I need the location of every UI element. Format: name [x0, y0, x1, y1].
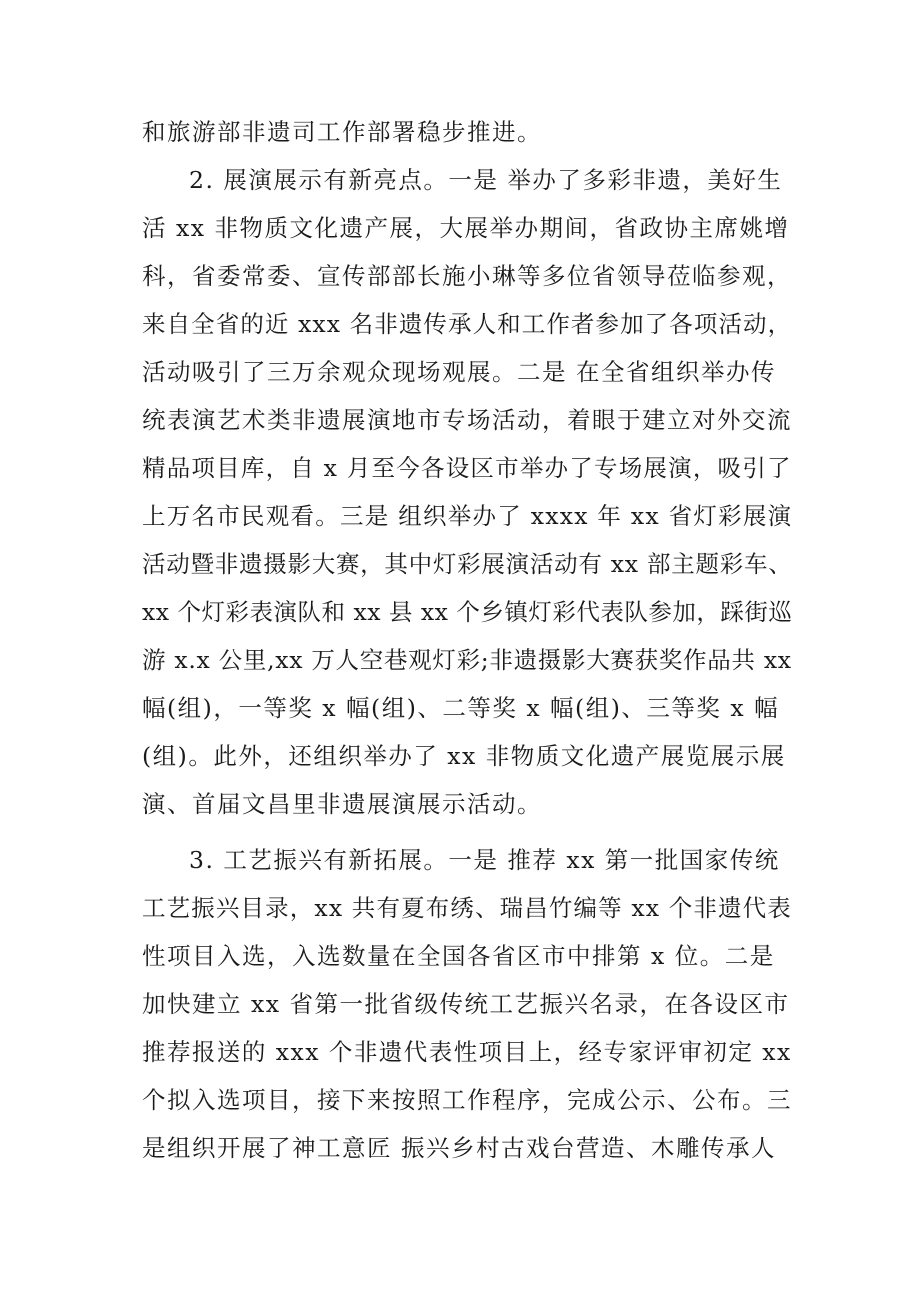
text-line: 科，省委常委、宣传部部长施小琳等多位省领导莅临参观， — [142, 262, 792, 290]
text-line: 幅(组)，一等奖 x 幅(组)、二等奖 x 幅(组)、三等奖 x 幅 — [142, 694, 780, 722]
text-line: 2. 展演展示有新亮点。一是 举办了多彩非遗，美好生 — [189, 166, 783, 194]
text-line: 活动暨非遗摄影大赛，其中灯彩展演活动有 xx 部主题彩车、 — [142, 550, 793, 578]
text-line: 演、首届文昌里非遗展演展示活动。 — [142, 790, 542, 818]
text-line: 加快建立 xx 省第一批省级传统工艺振兴名录，在各设区市 — [142, 990, 790, 1018]
text-line: 3. 工艺振兴有新拓展。一是 推荐 xx 第一批国家传统 — [189, 846, 780, 874]
text-line: 统表演艺术类非遗展演地市专场活动，着眼于建立对外交流 — [142, 406, 792, 434]
text-line: 活动吸引了三万余观众现场观展。二是 在全省组织举办传 — [142, 358, 776, 386]
text-line: 来自全省的近 xxx 名非遗传承人和工作者参加了各项活动， — [142, 310, 793, 338]
text-line: 游 x.x 公里,xx 万人空巷观灯彩;非遗摄影大赛获奖作品共 xx — [142, 646, 792, 674]
text-line: xx 个灯彩表演队和 xx 县 xx 个乡镇灯彩代表队参加，踩街巡 — [142, 598, 793, 626]
text-line: 是组织开展了神工意匠 振兴乡村古戏台营造、木雕传承人 — [142, 1134, 776, 1162]
text-line: 上万名市民观看。三是 组织举办了 xxxx 年 xx 省灯彩展演 — [142, 502, 793, 530]
text-line: (组)。此外，还组织举办了 xx 非物质文化遗产展览展示展 — [142, 742, 786, 770]
text-line: 个拟入选项目，接下来按照工作程序，完成公示、公布。三 — [142, 1086, 792, 1114]
text-line: 性项目入选，入选数量在全国各省区市中排第 x 位。二是 — [142, 942, 775, 970]
text-line: 工艺振兴目录，xx 共有夏布绣、瑞昌竹编等 xx 个非遗代表 — [142, 894, 792, 922]
text-line: 推荐报送的 xxx 个非遗代表性项目上，经专家评审初定 xx — [142, 1038, 792, 1066]
text-line: 活 xx 非物质文化遗产展，大展举办期间，省政协主席姚增 — [142, 214, 790, 242]
text-line: 精品项目库，自 x 月至今各设区市举办了专场展演，吸引了 — [142, 454, 792, 482]
text-line: 和旅游部非遗司工作部署稳步推进。 — [142, 118, 542, 146]
